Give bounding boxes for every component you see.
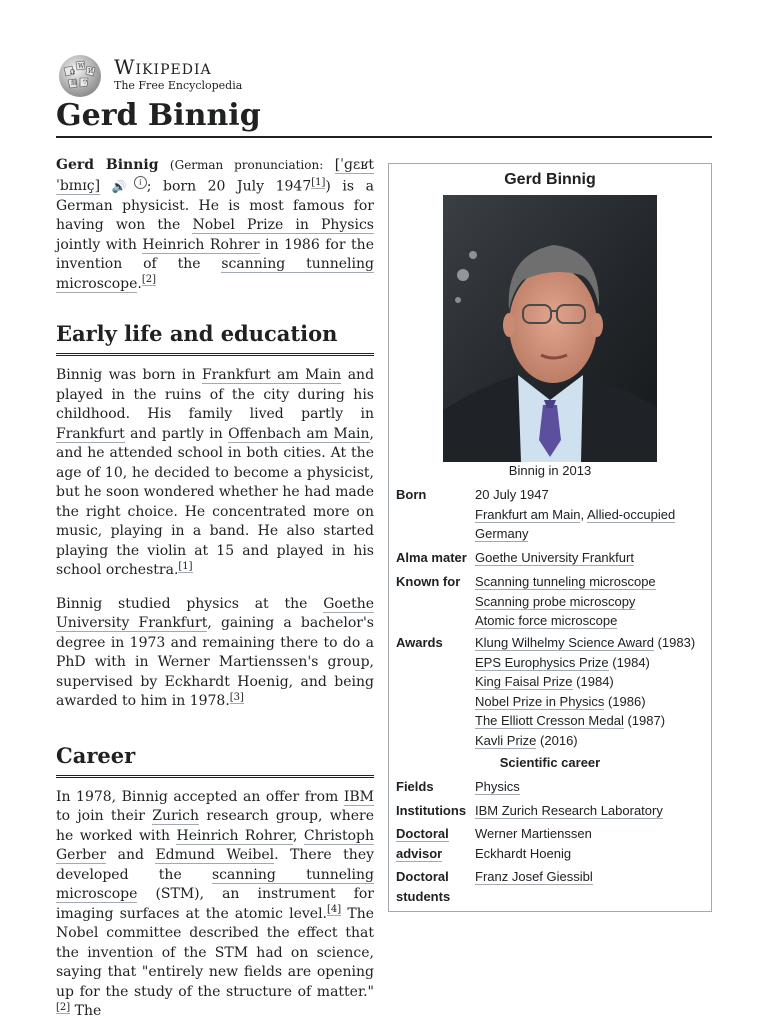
infobox-label: Fields	[396, 779, 434, 794]
award-item	[475, 672, 707, 692]
infobox-label: Doctoral students	[396, 869, 451, 904]
infobox-label: Known for	[396, 574, 461, 589]
heading-early-life: Early life and education	[56, 320, 374, 356]
subject-name: Gerd Binnig	[56, 157, 159, 173]
link-doctoral-advisor[interactable]: Doctoral	[396, 826, 449, 841]
body-text: research group, where he worked with	[56, 808, 374, 844]
body-text: Binnig studied physics at the	[56, 595, 308, 612]
link-christoph-gerber[interactable]: Christoph Gerber	[56, 827, 375, 864]
wikipedia-globe-logo[interactable]	[56, 54, 104, 98]
body-text: and partly in	[130, 425, 223, 442]
link-heinrich-rohrer[interactable]: Heinrich Rohrer	[176, 827, 294, 844]
infobox-label	[396, 824, 474, 863]
award-item	[475, 653, 707, 673]
link-ibm[interactable]: IBM	[343, 788, 375, 805]
heading-career: Career	[56, 742, 374, 778]
intro-paragraph	[56, 156, 374, 294]
award-year: (1986)	[607, 693, 646, 709]
speaker-icon[interactable]: 🔊	[111, 179, 134, 194]
birth-date: 20 July 1947	[475, 487, 549, 502]
portrait-photo[interactable]	[443, 195, 657, 462]
svg-text:Ω: Ω	[70, 69, 75, 76]
body-text: The	[74, 1003, 102, 1020]
link-known-for[interactable]: Scanning probe microscopy	[475, 593, 636, 609]
separator: ,	[580, 506, 585, 522]
body-text: (STM), an instrument for imaging surfaces at the atomic level.	[56, 886, 374, 922]
career-paragraph	[56, 788, 374, 1022]
link-stm[interactable]: scanning tunneling microscope	[56, 866, 374, 903]
link-nobel-prize[interactable]: Nobel Prize in Physics	[192, 217, 374, 234]
body-text: ,	[293, 827, 298, 844]
body-text: to join their	[56, 808, 145, 825]
link-edmund-weibel[interactable]: Edmund Weibel	[155, 847, 275, 864]
infobox-value	[475, 485, 707, 544]
scientific-career-header: Scientific career	[499, 755, 601, 770]
early-paragraph-1	[56, 366, 374, 581]
link-known-for[interactable]: Atomic force microscope	[475, 613, 618, 628]
link-award[interactable]: EPS Europhysics Prize	[475, 654, 609, 670]
intro-text: in 1986 for the invention of the	[56, 236, 374, 273]
birth-text: ; born 20 July 1947	[146, 178, 312, 195]
infobox-title: Gerd Binnig	[504, 171, 596, 188]
ref-1[interactable]: [1]	[311, 176, 326, 188]
intro-text: ) is a German physicist. He is most famous for having won the	[56, 178, 374, 234]
info-icon[interactable]: i	[134, 176, 147, 189]
photo-caption: Binnig in 2013	[508, 463, 592, 478]
infobox-label: Awards	[396, 635, 443, 650]
award-year: (1987)	[627, 713, 666, 728]
link-award[interactable]: The Elliott Cresson Medal	[475, 713, 624, 728]
early-paragraph-2	[56, 595, 374, 712]
ref-2[interactable]: [2]	[56, 1001, 71, 1013]
link-award[interactable]: Kavli Prize	[475, 732, 537, 748]
svg-text:И: И	[88, 68, 94, 75]
award-item	[475, 692, 707, 712]
award-year: (1983)	[657, 635, 696, 650]
link-doctoral-advisor[interactable]: advisor	[396, 845, 443, 861]
body-text: . There they developed the	[56, 847, 375, 883]
link-allied-occupied-germany[interactable]: Allied-occupied Germany	[475, 506, 676, 541]
award-year: (1984)	[576, 674, 614, 689]
svg-text:ウ: ウ	[82, 79, 89, 86]
intro-text: .	[137, 275, 142, 292]
svg-text:W: W	[78, 63, 85, 70]
body-text: , gaining a bachelor's degree in 1973 and remaining there to do a PhD with in Werner Martienssen's group, supervised by Eckhardt Hoenig, and being awarded to him in 1978.	[56, 615, 374, 710]
page-title: Gerd Binnig	[56, 98, 261, 133]
link-known-for[interactable]: Scanning tunneling microscope	[475, 574, 656, 589]
infobox-label: Alma mater	[396, 550, 467, 565]
intro-text: jointly with	[56, 236, 137, 253]
advisor-name: Werner Martienssen	[475, 826, 592, 841]
award-item	[475, 731, 707, 751]
ipa-link[interactable]: [ˈɡɛʁt ˈbɪnɪç]	[56, 157, 374, 195]
infobox-label: Institutions	[396, 803, 467, 818]
link-physics[interactable]: Physics	[475, 779, 520, 794]
link-heinrich-rohrer[interactable]: Heinrich Rohrer	[142, 236, 260, 253]
svg-text:維: 維	[71, 80, 78, 87]
ref-4[interactable]: [4]	[327, 904, 342, 915]
body-text: The Nobel committee described the effect that the invention of the STM had on science, saying that "entirely new fields are opening up for the study of the structure of matter."	[56, 905, 375, 1000]
title-divider	[56, 136, 712, 138]
infobox-label: Born	[396, 487, 427, 502]
wikipedia-tagline: The Free Encyclopedia	[114, 79, 243, 92]
link-frankfurt-am-main[interactable]: Frankfurt am Main	[475, 506, 581, 522]
link-stm[interactable]: scanning tunneling microscope	[56, 256, 374, 292]
wikipedia-wordmark[interactable]: Wikipedia	[114, 55, 212, 79]
ref-1[interactable]: [1]	[178, 560, 193, 572]
ref-3[interactable]: [3]	[229, 691, 244, 703]
body-text: and played in the ruins of the city during his childhood. His family lived partly in	[56, 367, 375, 423]
link-award[interactable]: King Faisal Prize	[475, 674, 573, 689]
link-award[interactable]: Nobel Prize in Physics	[475, 693, 605, 709]
infobox	[388, 163, 712, 912]
award-item	[475, 711, 707, 731]
link-frankfurt-am-main[interactable]: Frankfurt am Main	[201, 367, 342, 384]
link-goethe-university[interactable]: Goethe University Frankfurt	[56, 595, 375, 632]
link-franz-josef-giessibl[interactable]: Franz Josef Giessibl	[475, 869, 593, 884]
link-ibm-zurich[interactable]: IBM Zurich Research Laboratory	[475, 803, 663, 818]
award-item	[475, 633, 707, 653]
pronunciation-label: (German pronunciation:	[169, 158, 324, 172]
award-year: (2016)	[540, 732, 578, 748]
body-text: Binnig was born in	[56, 367, 196, 384]
advisor-name: Eckhardt Hoenig	[475, 845, 572, 861]
link-frankfurt[interactable]: Frankfurt	[56, 425, 125, 442]
link-zurich[interactable]: Zurich	[152, 808, 200, 825]
link-goethe-university[interactable]: Goethe University Frankfurt	[475, 550, 634, 565]
link-award[interactable]: Klung Wilhelmy Science Award	[475, 635, 654, 650]
article-body	[56, 156, 374, 1036]
ref-2[interactable]: [2]	[141, 274, 157, 285]
link-offenbach[interactable]: Offenbach am Main	[228, 425, 370, 442]
body-text: In 1978, Binnig accepted an offer from	[56, 788, 339, 805]
award-year: (1984)	[612, 654, 650, 670]
body-text: , and he attended school in both cities. At the age of 10, he decided to become a physicist, but he soon wondered whether he had made the right choice. He concentrated more on music, playing in a band. He also started playing the violin at 15 and played in his school orchestra.	[56, 425, 374, 579]
body-text: and	[117, 847, 144, 864]
